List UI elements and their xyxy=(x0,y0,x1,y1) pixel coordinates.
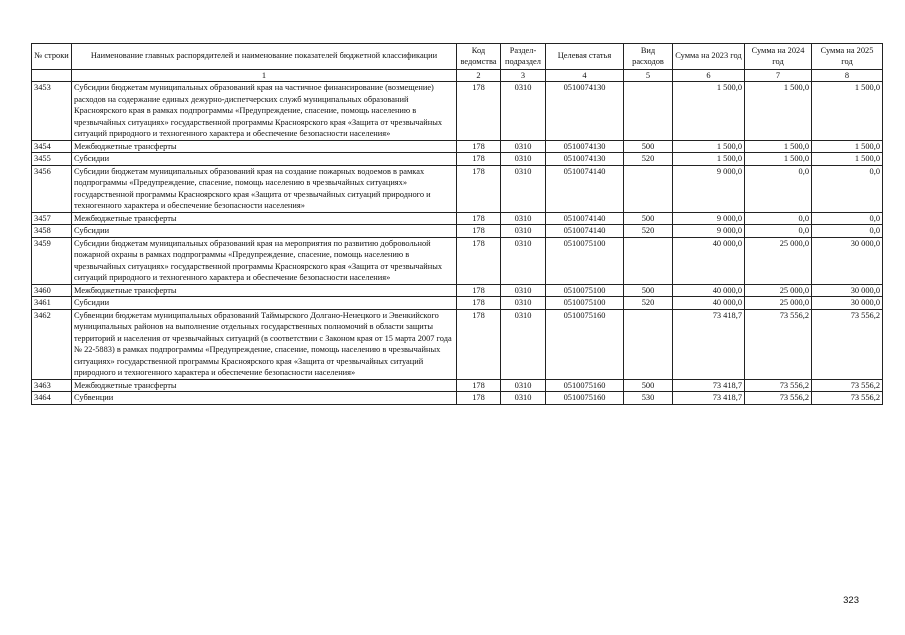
row-number-cell: 3455 xyxy=(32,153,72,166)
department-code-cell: 178 xyxy=(457,153,501,166)
department-code-cell: 178 xyxy=(457,309,501,379)
row-number-cell: 3457 xyxy=(32,212,72,225)
sum-2024-cell: 0,0 xyxy=(745,225,812,238)
row-number-cell: 3464 xyxy=(32,392,72,405)
expense-kind-cell: 520 xyxy=(624,225,673,238)
header-department-code: Код ведомства xyxy=(457,44,501,70)
row-name-cell: Субсидии xyxy=(72,153,457,166)
table-row xyxy=(32,284,883,297)
sum-2023-cell: 73 418,7 xyxy=(673,392,745,405)
header-sum-2023: Сумма на 2023 год xyxy=(673,44,745,70)
department-code-cell: 178 xyxy=(457,82,501,141)
row-number-cell: 3461 xyxy=(32,297,72,310)
sum-2025-cell: 1 500,0 xyxy=(812,82,883,141)
header-target-article: Целевая статья xyxy=(546,44,624,70)
table-row xyxy=(32,212,883,225)
expense-kind-cell: 520 xyxy=(624,153,673,166)
department-code-cell: 178 xyxy=(457,165,501,212)
header-sum-2024: Сумма на 2024 год xyxy=(745,44,812,70)
expense-kind-cell xyxy=(624,309,673,379)
sum-2023-cell: 73 418,7 xyxy=(673,379,745,392)
sum-2024-cell: 0,0 xyxy=(745,165,812,212)
expense-kind-cell xyxy=(624,165,673,212)
column-number: 1 xyxy=(72,70,457,82)
expense-kind-cell: 500 xyxy=(624,212,673,225)
sum-2023-cell: 9 000,0 xyxy=(673,225,745,238)
section-cell: 0310 xyxy=(501,309,546,379)
column-number: 2 xyxy=(457,70,501,82)
section-cell: 0310 xyxy=(501,82,546,141)
expense-kind-cell xyxy=(624,237,673,284)
sum-2025-cell: 1 500,0 xyxy=(812,140,883,153)
sum-2025-cell: 73 556,2 xyxy=(812,392,883,405)
sum-2025-cell: 30 000,0 xyxy=(812,237,883,284)
column-number-row xyxy=(32,70,883,82)
table-row xyxy=(32,140,883,153)
column-number: 3 xyxy=(501,70,546,82)
row-number-cell: 3462 xyxy=(32,309,72,379)
department-code-cell: 178 xyxy=(457,212,501,225)
header-expense-kind: Вид расходов xyxy=(624,44,673,70)
sum-2023-cell: 9 000,0 xyxy=(673,165,745,212)
target-article-cell: 0510074130 xyxy=(546,140,624,153)
sum-2024-cell: 73 556,2 xyxy=(745,392,812,405)
header-sum-2025: Сумма на 2025 год xyxy=(812,44,883,70)
target-article-cell: 0510074140 xyxy=(546,212,624,225)
sum-2024-cell: 25 000,0 xyxy=(745,284,812,297)
target-article-cell: 0510074140 xyxy=(546,225,624,238)
row-name-cell: Субсидии бюджетам муниципальных образований края на частичное финансирование (возмещение) расходов на содержание единых дежурно-диспетчерских служб муниципальных образований Красноярского края в рамках подпрограммы «Предупреждение, спасение, помощь населению в чрезвычайных ситуациях» государственной программы Красноярского края «Защита от чрезвычайных ситуаций природного и техногенного характера и обеспечение безопасности населения» xyxy=(72,82,457,141)
row-name-cell: Субвенции бюджетам муниципальных образований Таймырского Долгано-Ненецкого и Эвенкийского муниципальных районов на выполнение отдельных государственных полномочий в области защиты территорий и населения от чрезвычайных ситуаций (в соответствии с Законом края от 15 марта 2007 года № 22-5883) в рамках подпрограммы «Предупреждение, спасение, помощь населению в чрезвычайных ситуациях» государственной программы Красноярского края «Защита от чрезвычайных ситуаций природного и техногенного характера и обеспечение безопасности населения» xyxy=(72,309,457,379)
section-cell: 0310 xyxy=(501,392,546,405)
target-article-cell: 0510075100 xyxy=(546,237,624,284)
row-name-cell: Субсидии xyxy=(72,225,457,238)
target-article-cell: 0510074140 xyxy=(546,165,624,212)
table-row xyxy=(32,309,883,379)
sum-2025-cell: 30 000,0 xyxy=(812,297,883,310)
table-row xyxy=(32,165,883,212)
section-cell: 0310 xyxy=(501,379,546,392)
section-cell: 0310 xyxy=(501,165,546,212)
sum-2023-cell: 1 500,0 xyxy=(673,140,745,153)
row-number-cell: 3459 xyxy=(32,237,72,284)
department-code-cell: 178 xyxy=(457,392,501,405)
row-number-cell: 3454 xyxy=(32,140,72,153)
table-row xyxy=(32,82,883,141)
department-code-cell: 178 xyxy=(457,284,501,297)
table-header-row xyxy=(32,44,883,70)
column-number: 6 xyxy=(673,70,745,82)
sum-2025-cell: 0,0 xyxy=(812,212,883,225)
table-row xyxy=(32,237,883,284)
sum-2023-cell: 40 000,0 xyxy=(673,237,745,284)
target-article-cell: 0510074130 xyxy=(546,82,624,141)
column-number: 7 xyxy=(745,70,812,82)
sum-2024-cell: 1 500,0 xyxy=(745,140,812,153)
budget-table xyxy=(31,43,883,405)
sum-2025-cell: 73 556,2 xyxy=(812,309,883,379)
table-row xyxy=(32,153,883,166)
section-cell: 0310 xyxy=(501,225,546,238)
section-cell: 0310 xyxy=(501,284,546,297)
table-row xyxy=(32,297,883,310)
row-name-cell: Субсидии xyxy=(72,297,457,310)
expense-kind-cell: 500 xyxy=(624,140,673,153)
sum-2025-cell: 0,0 xyxy=(812,165,883,212)
row-name-cell: Субсидии бюджетам муниципальных образований края на мероприятия по развитию добровольной пожарной охраны в рамках подпрограммы «Предупреждение, спасение, помощь населению в чрезвычайных ситуациях» государственной программы Красноярского края «Защита от чрезвычайных ситуаций природного и техногенного характера и обеспечение безопасности населения» xyxy=(72,237,457,284)
sum-2024-cell: 0,0 xyxy=(745,212,812,225)
sum-2025-cell: 0,0 xyxy=(812,225,883,238)
sum-2023-cell: 1 500,0 xyxy=(673,153,745,166)
target-article-cell: 0510075100 xyxy=(546,297,624,310)
column-number: 8 xyxy=(812,70,883,82)
target-article-cell: 0510075160 xyxy=(546,392,624,405)
target-article-cell: 0510075160 xyxy=(546,379,624,392)
sum-2024-cell: 73 556,2 xyxy=(745,309,812,379)
table-row xyxy=(32,379,883,392)
sum-2025-cell: 73 556,2 xyxy=(812,379,883,392)
page-number: 323 xyxy=(843,595,859,606)
table-row xyxy=(32,392,883,405)
header-name: Наименование главных распорядителей и наименование показателей бюджетной классификации xyxy=(72,44,457,70)
table-row xyxy=(32,225,883,238)
row-number-cell: 3463 xyxy=(32,379,72,392)
expense-kind-cell xyxy=(624,82,673,141)
department-code-cell: 178 xyxy=(457,225,501,238)
table-body xyxy=(32,82,883,405)
sum-2024-cell: 25 000,0 xyxy=(745,297,812,310)
column-number: 5 xyxy=(624,70,673,82)
department-code-cell: 178 xyxy=(457,140,501,153)
row-name-cell: Межбюджетные трансферты xyxy=(72,284,457,297)
sum-2024-cell: 25 000,0 xyxy=(745,237,812,284)
section-cell: 0310 xyxy=(501,297,546,310)
department-code-cell: 178 xyxy=(457,379,501,392)
section-cell: 0310 xyxy=(501,140,546,153)
row-number-cell: 3460 xyxy=(32,284,72,297)
department-code-cell: 178 xyxy=(457,297,501,310)
sum-2023-cell: 9 000,0 xyxy=(673,212,745,225)
expense-kind-cell: 500 xyxy=(624,379,673,392)
row-name-cell: Субсидии бюджетам муниципальных образований края на создание пожарных водоемов в рамках подпрограммы «Предупреждение, спасение, помощь населению в чрезвычайных ситуациях» государственной программы Красноярского края «Защита от чрезвычайных ситуаций природного и техногенного характера и обеспечение безопасности населения» xyxy=(72,165,457,212)
target-article-cell: 0510075160 xyxy=(546,309,624,379)
row-name-cell: Межбюджетные трансферты xyxy=(72,212,457,225)
budget-document-page xyxy=(31,43,883,405)
row-number-cell: 3458 xyxy=(32,225,72,238)
sum-2024-cell: 1 500,0 xyxy=(745,153,812,166)
sum-2023-cell: 1 500,0 xyxy=(673,82,745,141)
row-number-cell: 3456 xyxy=(32,165,72,212)
section-cell: 0310 xyxy=(501,212,546,225)
section-cell: 0310 xyxy=(501,153,546,166)
expense-kind-cell: 530 xyxy=(624,392,673,405)
sum-2023-cell: 40 000,0 xyxy=(673,284,745,297)
expense-kind-cell: 520 xyxy=(624,297,673,310)
header-section: Раздел-подраздел xyxy=(501,44,546,70)
expense-kind-cell: 500 xyxy=(624,284,673,297)
row-name-cell: Субвенции xyxy=(72,392,457,405)
sum-2025-cell: 30 000,0 xyxy=(812,284,883,297)
sum-2025-cell: 1 500,0 xyxy=(812,153,883,166)
header-row-number: № строки xyxy=(32,44,72,70)
row-name-cell: Межбюджетные трансферты xyxy=(72,140,457,153)
sum-2024-cell: 73 556,2 xyxy=(745,379,812,392)
column-number: 4 xyxy=(546,70,624,82)
row-name-cell: Межбюджетные трансферты xyxy=(72,379,457,392)
section-cell: 0310 xyxy=(501,237,546,284)
sum-2023-cell: 40 000,0 xyxy=(673,297,745,310)
sum-2024-cell: 1 500,0 xyxy=(745,82,812,141)
target-article-cell: 0510074130 xyxy=(546,153,624,166)
sum-2023-cell: 73 418,7 xyxy=(673,309,745,379)
target-article-cell: 0510075100 xyxy=(546,284,624,297)
row-number-cell: 3453 xyxy=(32,82,72,141)
column-number-blank xyxy=(32,70,72,82)
department-code-cell: 178 xyxy=(457,237,501,284)
